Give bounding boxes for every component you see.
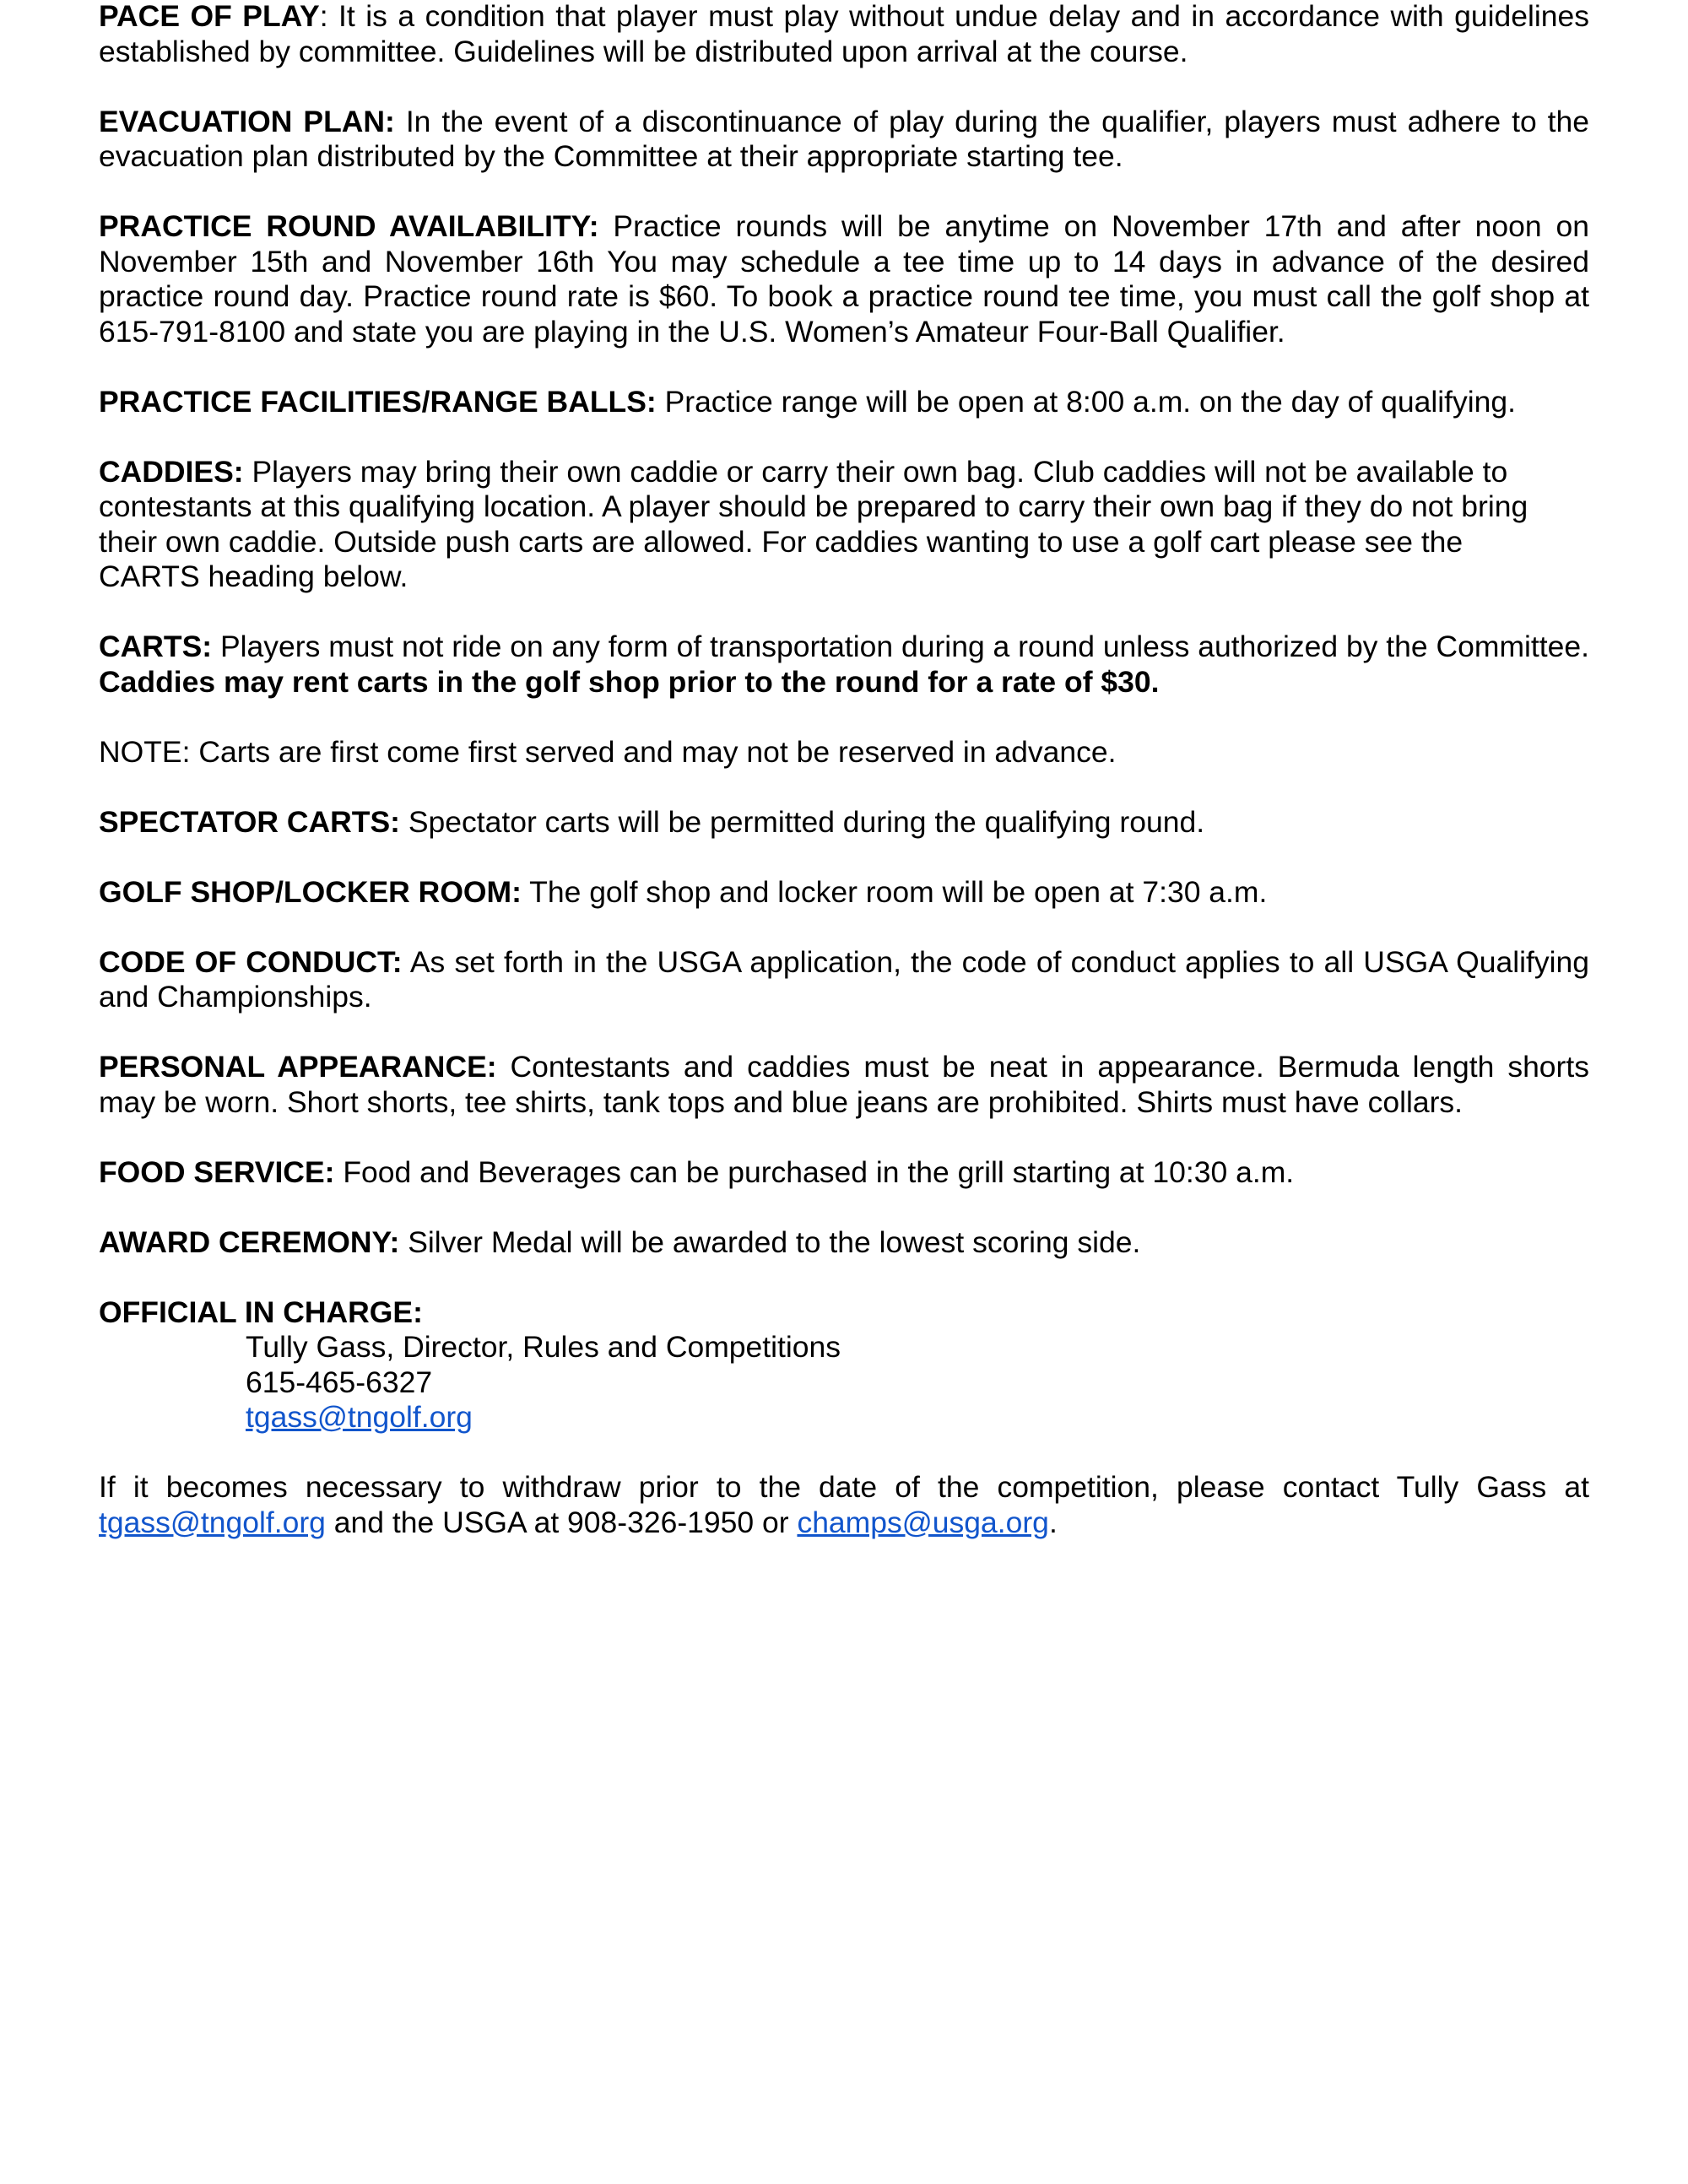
- code-of-conduct-body: As set forth in the USGA application, the code of conduct applies to all USGA Qualifying and Championships.: [99, 944, 1589, 1014]
- official-email-line: [99, 1400, 1589, 1435]
- award-ceremony-body: Silver Medal will be awarded to the lowest scoring side.: [399, 1224, 1141, 1259]
- carts-rental-note: Caddies may rent carts in the golf shop prior to the round for a rate of $30.: [99, 664, 1160, 699]
- award-ceremony-heading: AWARD CEREMONY:: [99, 1224, 400, 1259]
- carts-paragraph: [99, 630, 1589, 700]
- personal-appearance-paragraph: [99, 1050, 1589, 1120]
- golf-shop-body: The golf shop and locker room will be open at 7:30 a.m.: [521, 874, 1268, 909]
- withdraw-text-1: If it becomes necessary to withdraw prior to the date of the competition, please contact Tully Gass at: [99, 1470, 1589, 1504]
- golf-shop-heading: GOLF SHOP/LOCKER ROOM:: [99, 874, 522, 909]
- practice-facilities-heading: PRACTICE FACILITIES/RANGE BALLS:: [99, 384, 657, 419]
- spectator-carts-paragraph: [99, 805, 1589, 841]
- carts-note-paragraph: [99, 735, 1589, 770]
- pace-of-play-paragraph: [99, 0, 1589, 69]
- personal-appearance-heading: PERSONAL APPEARANCE:: [99, 1050, 497, 1084]
- carts-body: Players must not ride on any form of transportation during a round unless authorized by the Committee.: [212, 630, 1589, 663]
- withdraw-paragraph: [99, 1470, 1589, 1540]
- golf-shop-paragraph: [99, 875, 1589, 911]
- evacuation-plan-body: In the event of a discontinuance of play during the qualifier, players must adhere to the evacuation plan distributed by the Committee at their appropriate starting tee.: [99, 104, 1589, 173]
- practice-facilities-paragraph: [99, 385, 1589, 420]
- practice-round-paragraph: [99, 209, 1589, 349]
- withdraw-usga-email-link[interactable]: champs@usga.org: [797, 1505, 1049, 1539]
- caddies-paragraph: [99, 455, 1589, 595]
- spectator-carts-heading: SPECTATOR CARTS:: [99, 804, 400, 839]
- withdraw-text-2: and the USGA at 908-326-1950 or: [325, 1505, 798, 1539]
- caddies-body: Players may bring their own caddie or carry their own bag. Club caddies will not be available to contestants at this qualifying location. A player should be prepared to carry their own bag if they do not bring their own caddie. Outside push carts are allowed. For caddies wanting to use a golf cart please see the CARTS heading below.: [99, 454, 1528, 593]
- code-of-conduct-paragraph: [99, 945, 1589, 1015]
- official-heading: OFFICIAL IN CHARGE:: [99, 1295, 423, 1329]
- pace-of-play-body: : It is a condition that player must play without undue delay and in accordance with guidelines established by committee. Guidelines will be distributed upon arrival at the course.: [99, 0, 1589, 68]
- food-service-body: Food and Beverages can be purchased in the grill starting at 10:30 a.m.: [334, 1154, 1295, 1189]
- carts-heading: CARTS:: [99, 630, 213, 663]
- official-phone: 615-465-6327: [246, 1365, 433, 1399]
- caddies-heading: CADDIES:: [99, 454, 244, 489]
- personal-appearance-body: Contestants and caddies must be neat in appearance. Bermuda length shorts may be worn. Short shorts, tee shirts, tank tops and blue jeans are prohibited. Shirts must have collars.: [99, 1050, 1589, 1119]
- food-service-heading: FOOD SERVICE:: [99, 1154, 335, 1189]
- pace-of-play-heading: PACE OF PLAY: [99, 0, 320, 33]
- practice-round-heading: PRACTICE ROUND AVAILABILITY:: [99, 209, 599, 243]
- code-of-conduct-heading: CODE OF CONDUCT:: [99, 944, 403, 979]
- document-page: [99, 0, 1589, 1540]
- evacuation-plan-heading: EVACUATION PLAN:: [99, 104, 395, 138]
- official-in-charge-block: [99, 1295, 1589, 1435]
- official-name: Tully Gass, Director, Rules and Competitions: [246, 1330, 841, 1364]
- practice-round-body: Practice rounds will be anytime on November 17th and after noon on November 15th and November 16th You may schedule a tee time up to 14 days in advance of the desired practice round day. Practice round rate is $60. To book a practice round tee time, you must call the golf shop at 615-791-8100 and state you are playing in the U.S. Women’s Amateur Four-Ball Qualifier.: [99, 209, 1589, 349]
- award-ceremony-paragraph: [99, 1225, 1589, 1261]
- carts-note-text: NOTE: Carts are first come first served and may not be reserved in advance.: [99, 734, 1117, 769]
- practice-facilities-body: Practice range will be open at 8:00 a.m. on the day of qualifying.: [656, 384, 1516, 419]
- withdraw-text-3: .: [1048, 1505, 1058, 1539]
- withdraw-tngolf-email-link[interactable]: tgass@tngolf.org: [99, 1505, 326, 1539]
- food-service-paragraph: [99, 1155, 1589, 1191]
- evacuation-plan-paragraph: [99, 105, 1589, 175]
- official-email-link[interactable]: tgass@tngolf.org: [246, 1400, 473, 1434]
- spectator-carts-body: Spectator carts will be permitted during the qualifying round.: [399, 804, 1205, 839]
